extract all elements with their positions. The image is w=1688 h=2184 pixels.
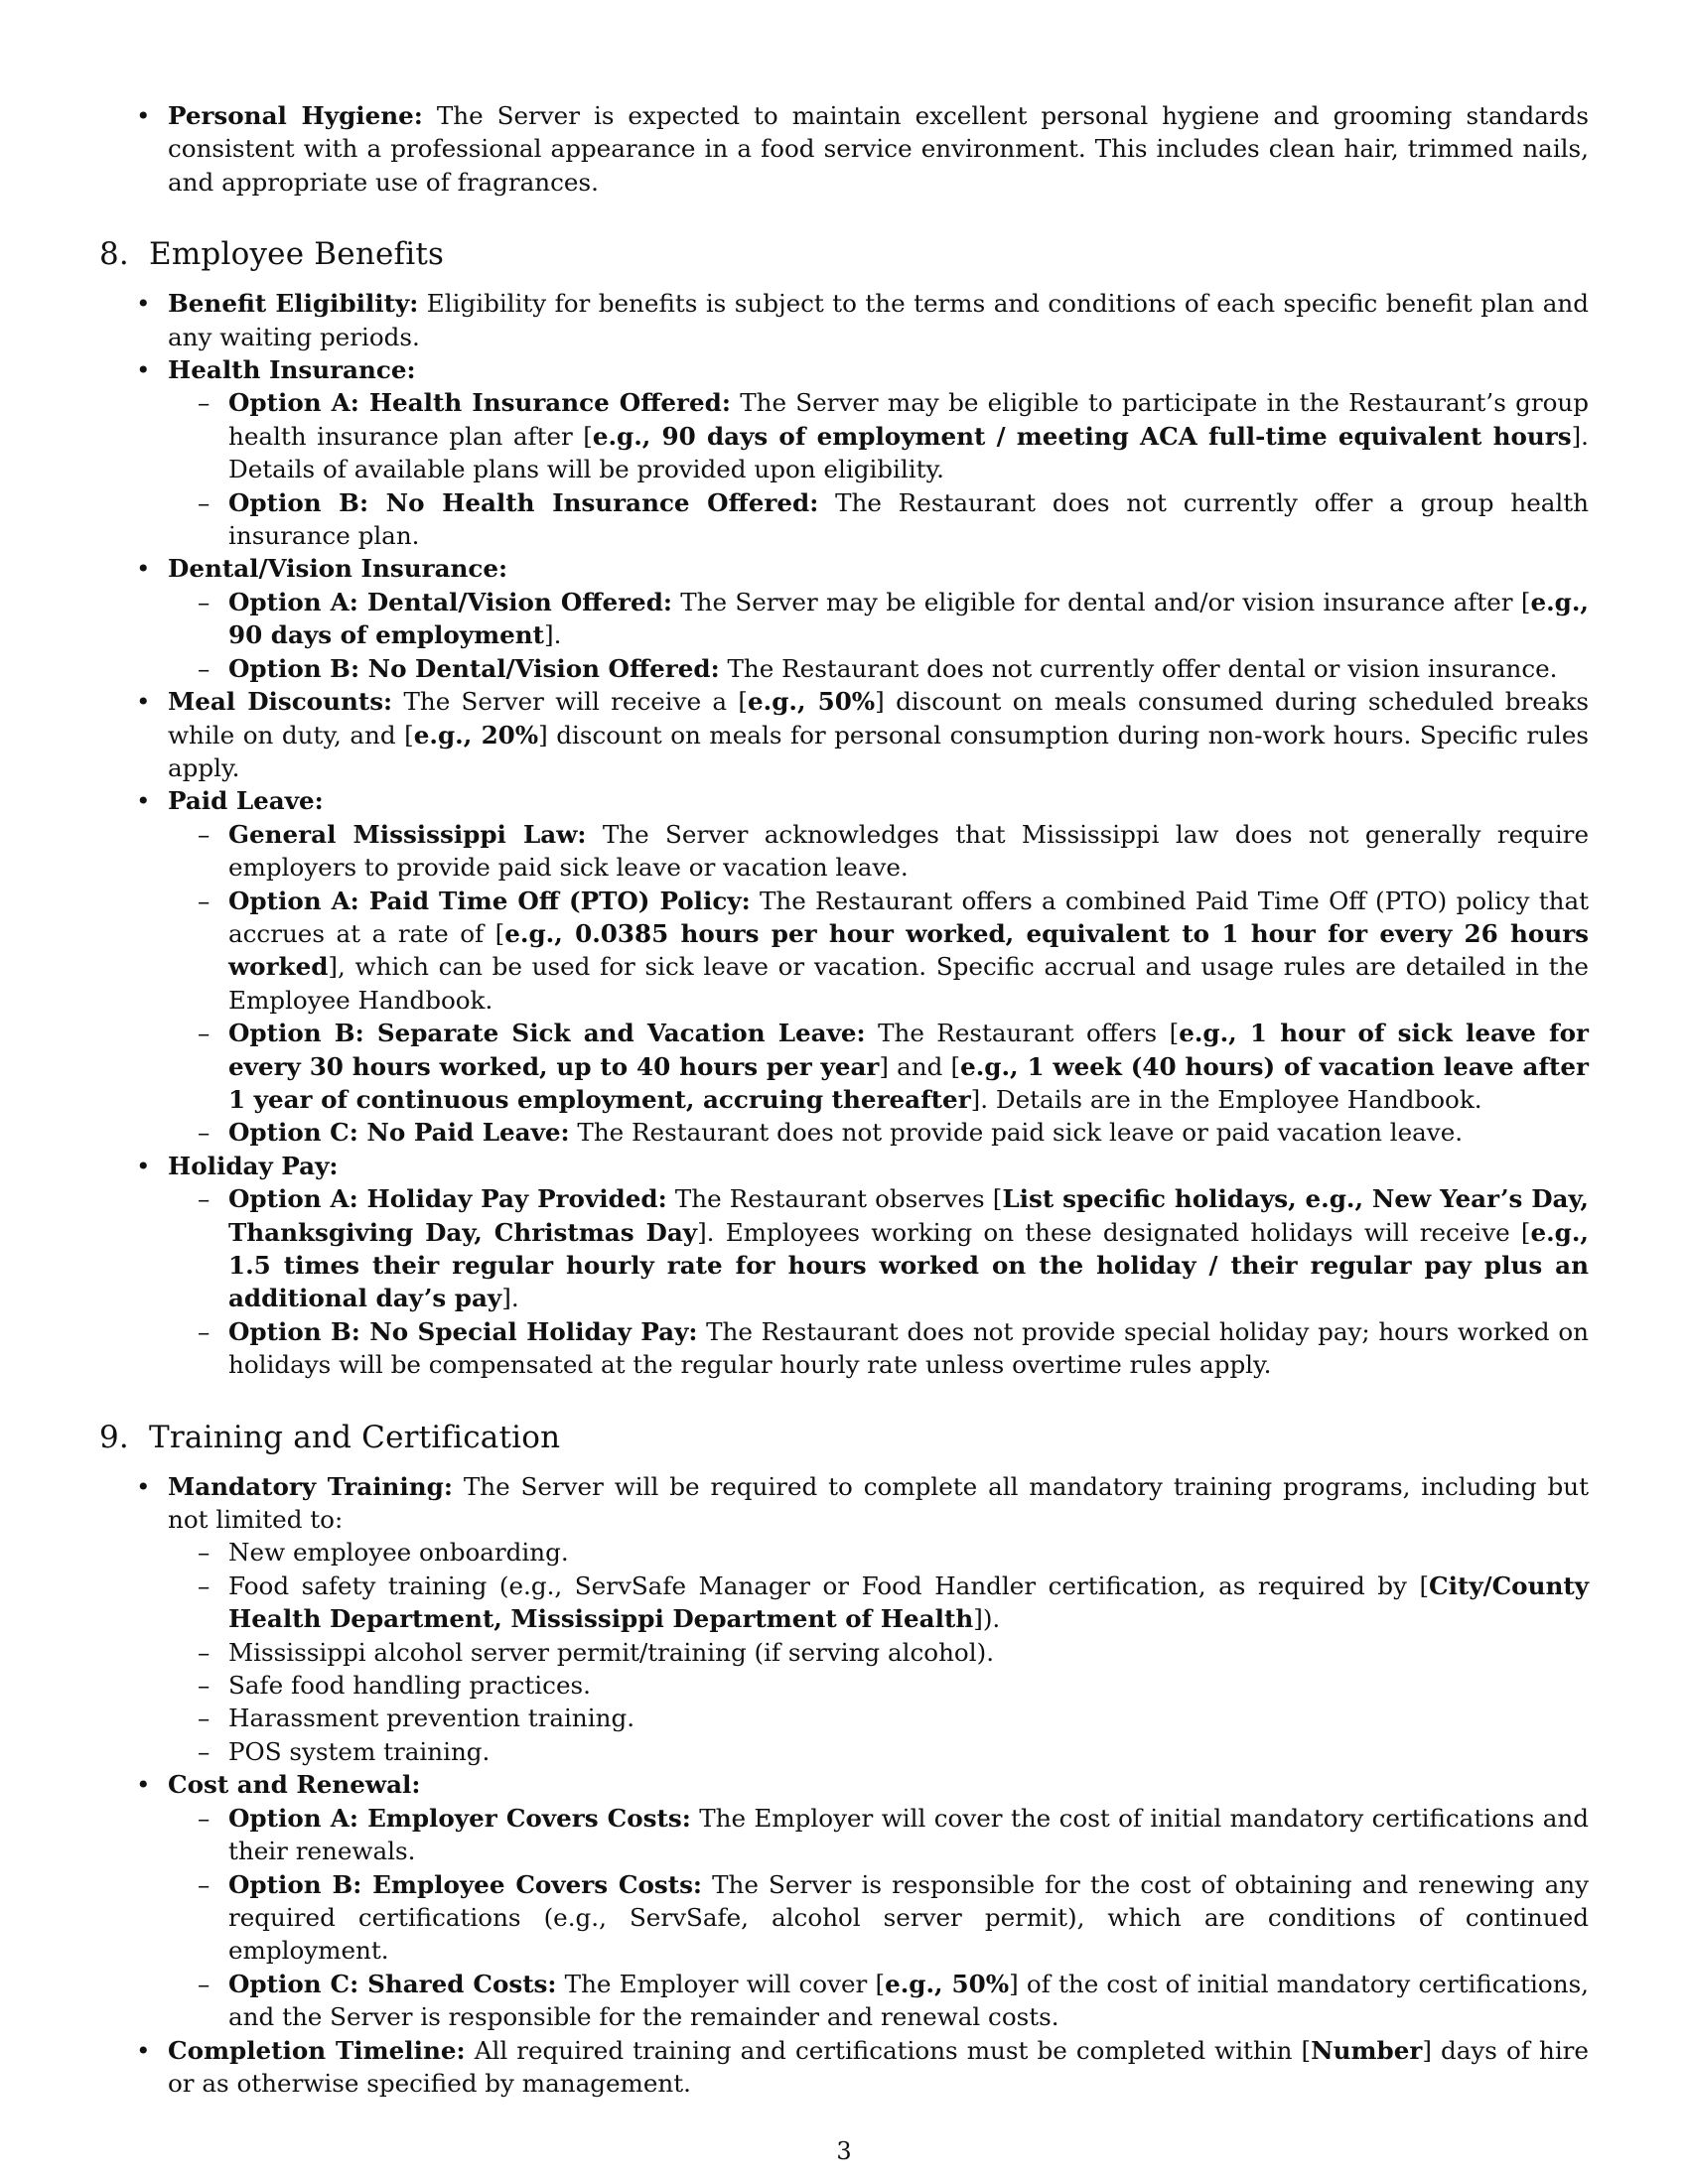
- bullet-label: Health Insurance:: [168, 355, 416, 385]
- option-text: The Server acknowledges that Mississippi law does not generally require employers to provide paid sick leave or vacation leave.: [228, 819, 1589, 883]
- option-label: Option A: Paid Time Off (PTO) Policy:: [228, 886, 751, 915]
- placeholder-text: City/County Health Department, Mississippi Department of Health: [228, 1570, 1589, 1634]
- training-list: [99, 1470, 1589, 2101]
- leave-options: [168, 818, 1589, 1150]
- section-number: 8.: [99, 236, 129, 273]
- bullet-meal-discounts: [99, 685, 1589, 784]
- page-number: 3: [836, 2137, 852, 2165]
- option-text: The Restaurant offers a combined Paid Time Off (PTO) policy that accrues at a rate of [: [228, 886, 1589, 948]
- option-leave-general: [168, 818, 1589, 885]
- placeholder-text: List specific holidays, e.g., New Year’s Day, Thanksgiving Day, Christmas Day: [228, 1184, 1589, 1247]
- option-label: Option A: Dental/Vision Offered:: [228, 587, 672, 616]
- option-leave-c: [168, 1116, 1589, 1149]
- bullet-text: Eligibility for benefits is subject to the terms and conditions of each specific benefit plan and any waiting periods.: [168, 289, 1589, 351]
- option-text: ] and [: [879, 1051, 961, 1081]
- option-text: ]. Details are in the Employee Handbook.: [970, 1084, 1482, 1114]
- option-dental-b: [168, 652, 1589, 685]
- training-item-harassment: – Harassment prevention training.: [168, 1702, 1589, 1734]
- bullet-paid-leave: [99, 784, 1589, 1149]
- bullet-label: Mandatory Training:: [168, 1471, 453, 1501]
- option-label: Option B: Employee Covers Costs:: [228, 1869, 703, 1899]
- option-dental-a: [168, 586, 1589, 652]
- option-text: ], which can be used for sick leave or vacation. Specific accrual and usage rules are detailed in the Employee Handbook.: [228, 952, 1589, 1015]
- option-health-b: [168, 486, 1589, 553]
- option-cost-a: [168, 1802, 1589, 1868]
- placeholder-text: e.g., 0.0385 hours per hour worked, equivalent to 1 hour for every 26 hours worked: [228, 918, 1590, 982]
- option-label: General Mississippi Law:: [228, 819, 587, 849]
- bullet-text: All required training and certifications must be completed within [: [474, 2035, 1312, 2065]
- bullet-completion-timeline: [99, 2034, 1589, 2101]
- option-text: The Restaurant does not currently offer a group health insurance plan.: [228, 487, 1590, 551]
- bullet-text: ] discount on meals for personal consumption during non-work hours. Specific rules apply.: [168, 720, 1590, 782]
- section-number: 9.: [99, 1419, 129, 1455]
- placeholder-text: e.g., 1 hour of sick leave for every 30 hours worked, up to 40 hours per year: [228, 1019, 1590, 1081]
- section-title: Training and Certification: [149, 1419, 561, 1455]
- bullet-label: Paid Leave:: [168, 786, 324, 816]
- placeholder-text: e.g., 50%: [748, 687, 876, 717]
- option-text: ]. Employees working on these designated holidays will receive [: [697, 1217, 1531, 1247]
- option-text: The Restaurant does not provide paid sick leave or paid vacation leave.: [577, 1118, 1464, 1148]
- bullet-cost-renewal: [99, 1768, 1589, 2033]
- option-text: The Employer will cover the cost of initial mandatory certifications and their renewals.: [228, 1803, 1589, 1866]
- section-title: Employee Benefits: [149, 236, 445, 273]
- hygiene-list: [99, 99, 1589, 199]
- option-text: The Server is responsible for the cost of obtaining and renewing any required certifications (e.g., ServSafe, alcohol server permit), which are conditions of continued employment.: [228, 1869, 1589, 1966]
- option-text: The Restaurant does not currently offer dental or vision insurance.: [727, 653, 1558, 683]
- option-text: ].: [543, 620, 562, 650]
- section-heading-training: [99, 1418, 1589, 1457]
- item-text: Food safety training (e.g., ServSafe Manager or Food Handler certification, as required by [: [228, 1570, 1430, 1600]
- bullet-label: Benefit Eligibility:: [168, 289, 419, 319]
- bullet-text: The Server will receive a [: [403, 687, 748, 717]
- option-holiday-a: [168, 1182, 1589, 1315]
- option-text: The Server may be eligible to participate in the Restaurant’s group health insurance plan after [: [228, 388, 1589, 451]
- option-label: Option B: Separate Sick and Vacation Leave:: [228, 1019, 866, 1048]
- training-items: [168, 1536, 1589, 1768]
- bullet-dental-vision: [99, 552, 1589, 685]
- bullet-mandatory-training: [99, 1470, 1589, 1769]
- placeholder-text: e.g., 1.5 times their regular hourly rate for hours worked on the holiday / their regular pay plus an additional day’s pay: [228, 1217, 1589, 1313]
- option-text: ]. Details of available plans will be provided upon eligibility.: [228, 421, 1589, 484]
- placeholder-text: e.g., 90 days of employment / meeting ACA full-time equivalent hours: [592, 421, 1572, 451]
- option-label: Option C: No Paid Leave:: [228, 1118, 570, 1148]
- health-options: [168, 386, 1589, 552]
- section-heading-employee-benefits: [99, 234, 1589, 274]
- option-leave-a: [168, 885, 1589, 1018]
- bullet-personal-hygiene: [99, 99, 1589, 199]
- option-text: The Restaurant does not provide special holiday pay; hours worked on holidays will be compensated at the regular hourly rate unless overtime rules apply.: [228, 1316, 1589, 1380]
- option-health-a: [168, 386, 1589, 485]
- option-text: The Restaurant offers [: [878, 1019, 1180, 1048]
- training-item-food-safety: [168, 1570, 1589, 1636]
- bullet-text: The Server will be required to complete all mandatory training programs, including but not limited to:: [168, 1471, 1589, 1535]
- placeholder-text: e.g., 1 week (40 hours) of vacation leave after 1 year of continuous employment, accruing thereafter: [228, 1051, 1589, 1114]
- cost-options: [168, 1802, 1589, 2034]
- option-label: Option B: No Special Holiday Pay:: [228, 1316, 698, 1346]
- option-label: Option A: Holiday Pay Provided:: [228, 1184, 667, 1214]
- option-text: The Server may be eligible for dental and/or vision insurance after [: [680, 587, 1531, 616]
- bullet-label: Cost and Renewal:: [168, 1770, 421, 1800]
- bullet-holiday-pay: [99, 1150, 1589, 1382]
- training-item-safe-food: – Safe food handling practices.: [168, 1669, 1589, 1702]
- bullet-label: Personal Hygiene:: [168, 101, 423, 130]
- placeholder-text: Number: [1311, 2035, 1423, 2065]
- holiday-options: [168, 1182, 1589, 1381]
- training-item-pos: – POS system training.: [168, 1735, 1589, 1768]
- option-label: Option B: No Health Insurance Offered:: [228, 487, 819, 517]
- bullet-health-insurance: [99, 353, 1589, 552]
- dental-options: [168, 586, 1589, 685]
- page-content: [99, 99, 1589, 2100]
- item-text: ]).: [973, 1604, 1001, 1634]
- option-leave-b: [168, 1017, 1589, 1116]
- benefits-list: [99, 287, 1589, 1381]
- option-text: ].: [501, 1284, 519, 1313]
- training-item-onboarding: – New employee onboarding.: [168, 1536, 1589, 1569]
- placeholder-text: e.g., 90 days of employment: [228, 587, 1589, 650]
- option-label: Option A: Health Insurance Offered:: [228, 388, 731, 418]
- bullet-text: ] days of hire or as otherwise specified by management.: [168, 2035, 1589, 2098]
- placeholder-text: e.g., 50%: [885, 1969, 1010, 1998]
- option-text: ] of the cost of initial mandatory certifications, and the Server is responsible for the remainder and renewal costs.: [228, 1969, 1590, 2032]
- bullet-label: Holiday Pay:: [168, 1151, 339, 1180]
- placeholder-text: e.g., 20%: [413, 720, 539, 750]
- bullet-text: The Server is expected to maintain excellent personal hygiene and grooming standards consistent with a professional appearance in a food service environment. This includes clean hair, trimmed nails, and appropriate use of fragrances.: [168, 101, 1589, 197]
- bullet-text: ] discount on meals consumed during scheduled breaks while on duty, and [: [168, 687, 1589, 750]
- bullet-label: Meal Discounts:: [168, 687, 393, 717]
- option-text: The Employer will cover [: [564, 1969, 886, 1998]
- bullet-label: Dental/Vision Insurance:: [168, 554, 508, 584]
- option-holiday-b: [168, 1315, 1589, 1382]
- training-item-alcohol: – Mississippi alcohol server permit/training (if serving alcohol).: [168, 1636, 1589, 1669]
- option-text: The Restaurant observes [: [674, 1184, 1003, 1214]
- bullet-label: Completion Timeline:: [168, 2035, 466, 2065]
- option-label: Option C: Shared Costs:: [228, 1969, 557, 1998]
- option-cost-c: [168, 1968, 1589, 2034]
- option-label: Option B: No Dental/Vision Offered:: [228, 653, 720, 683]
- option-label: Option A: Employer Covers Costs:: [228, 1803, 691, 1833]
- bullet-benefit-eligibility: [99, 287, 1589, 353]
- option-cost-b: [168, 1868, 1589, 1968]
